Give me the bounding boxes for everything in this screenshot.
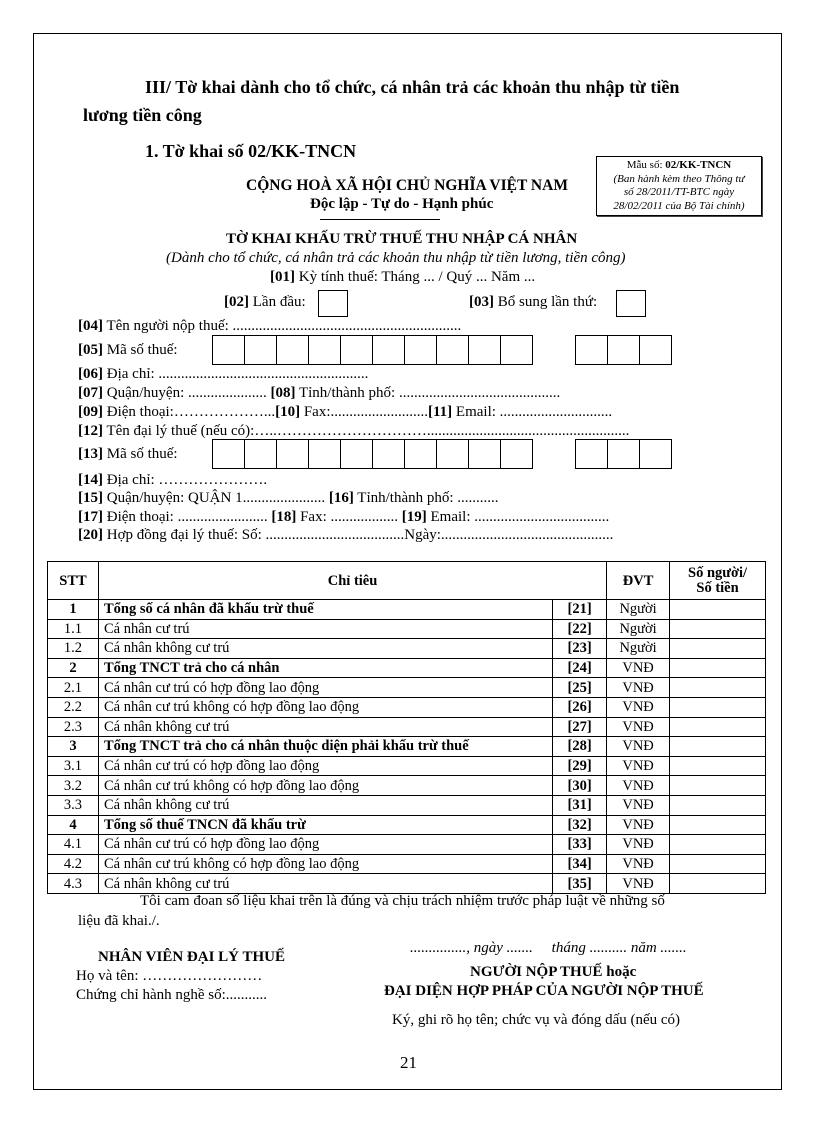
row-label: Cá nhân cư trú không có hợp đồng lao động <box>98 854 552 874</box>
agent-title: NHÂN VIÊN ĐẠI LÝ THUẾ <box>98 949 285 965</box>
row-label: Cá nhân cư trú có hợp đồng lao động <box>98 678 552 698</box>
tax-code-input[interactable] <box>213 335 533 365</box>
form-note: (Ban hành kèm theo Thông tư <box>613 172 745 185</box>
row-code: [29] <box>553 756 607 776</box>
row-unit: Người <box>607 639 670 659</box>
row-value[interactable] <box>670 697 766 717</box>
row-code: [34] <box>553 854 607 874</box>
row-code: [35] <box>553 874 607 894</box>
subsection-title: 1. Tờ khai số 02/KK-TNCN <box>145 141 357 161</box>
table-row <box>48 737 766 757</box>
row-stt: 1 <box>48 600 99 620</box>
first-time-checkbox[interactable] <box>318 290 348 317</box>
row-value[interactable] <box>670 639 766 659</box>
row-unit: VNĐ <box>607 776 670 796</box>
row-code: [24] <box>553 658 607 678</box>
table-row <box>48 835 766 855</box>
row-unit: VNĐ <box>607 678 670 698</box>
row-stt: 3 <box>48 737 99 757</box>
row-value[interactable] <box>670 717 766 737</box>
field-02: [02] Lần đầu: <box>224 294 306 310</box>
republic-name: CỘNG HOÀ XÃ HỘI CHỦ NGHĨA VIỆT NAM <box>246 177 568 194</box>
signer-title: NGƯỜI NỘP THUẾ hoặc <box>470 964 637 980</box>
row-stt: 2.2 <box>48 697 99 717</box>
row-code: [32] <box>553 815 607 835</box>
row-label: Cá nhân cư trú có hợp đồng lao động <box>98 756 552 776</box>
row-stt: 2.1 <box>48 678 99 698</box>
row-label: Tổng TNCT trả cho cá nhân thuộc diện phải khấu trừ thuế <box>98 737 552 757</box>
row-code: [22] <box>553 619 607 639</box>
table-row <box>48 776 766 796</box>
form-subtitle: (Dành cho tổ chức, cá nhân trả các khoản thu nhập từ tiền lương, tiền công) <box>166 250 626 266</box>
table-row <box>48 795 766 815</box>
row-stt: 2 <box>48 658 99 678</box>
row-value[interactable] <box>670 776 766 796</box>
field-04: [04] Tên người nộp thuế: ............................................................. <box>78 318 462 334</box>
row-unit: VNĐ <box>607 658 670 678</box>
row-value[interactable] <box>670 756 766 776</box>
row-value[interactable] <box>670 854 766 874</box>
row-stt: 3.1 <box>48 756 99 776</box>
supplement-number-box[interactable] <box>616 290 646 317</box>
row-stt: 1.2 <box>48 639 99 659</box>
row-label: Cá nhân cư trú không có hợp đồng lao động <box>98 697 552 717</box>
table-row <box>48 678 766 698</box>
row-unit: Người <box>607 619 670 639</box>
table-row <box>48 639 766 659</box>
table-row <box>48 854 766 874</box>
field-12: [12] Tên đại lý thuế (nếu có):…..…………………………...................................................... <box>78 423 630 439</box>
row-stt: 4.2 <box>48 854 99 874</box>
row-stt: 3.2 <box>48 776 99 796</box>
row-unit: VNĐ <box>607 756 670 776</box>
section-title: III/ Tờ khai dành cho tổ chức, cá nhân trả các khoản thu nhập từ tiền <box>145 77 680 97</box>
row-stt: 4 <box>48 815 99 835</box>
row-unit: VNĐ <box>607 854 670 874</box>
divider <box>320 219 440 220</box>
row-unit: Người <box>607 600 670 620</box>
row-value[interactable] <box>670 619 766 639</box>
header-stt: STT <box>48 562 99 600</box>
section-title-cont: lương tiền công <box>83 105 202 125</box>
tax-table <box>47 561 766 894</box>
table-header <box>48 562 766 600</box>
row-value[interactable] <box>670 835 766 855</box>
table-row <box>48 874 766 894</box>
field-09-11: [09] Điện thoại:………………...[10] Fax:..........................[11] Email: .............................. <box>78 404 613 420</box>
row-stt: 2.3 <box>48 717 99 737</box>
agent-tax-code-input[interactable] <box>213 439 533 469</box>
row-code: [30] <box>553 776 607 796</box>
row-value[interactable] <box>670 678 766 698</box>
table-row <box>48 619 766 639</box>
agent-cert: Chứng chỉ hành nghề số:........... <box>76 987 268 1003</box>
table-row <box>48 756 766 776</box>
field-17-19: [17] Điện thoại: ........................ [18] Fax: .................. [19] Email: .................................... <box>78 509 610 525</box>
row-label: Cá nhân không cư trú <box>98 717 552 737</box>
row-code: [26] <box>553 697 607 717</box>
row-code: [21] <box>553 600 607 620</box>
sign-date: ..............., ngày ....... tháng .......... năm ....... <box>410 940 687 956</box>
form-note: 28/02/2011 của Bộ Tài chính) <box>613 199 745 212</box>
tax-code-suffix-input[interactable] <box>576 335 672 365</box>
row-code: [28] <box>553 737 607 757</box>
row-stt: 4.3 <box>48 874 99 894</box>
row-value[interactable] <box>670 600 766 620</box>
table-row <box>48 717 766 737</box>
row-label: Cá nhân không cư trú <box>98 874 552 894</box>
row-value[interactable] <box>670 658 766 678</box>
form-number-box <box>596 156 762 216</box>
field-07-08: [07] Quận/huyện: ..................... [08] Tỉnh/thành phố: ........................................... <box>78 385 561 401</box>
table-row <box>48 600 766 620</box>
row-code: [31] <box>553 795 607 815</box>
form-label: Mẫu số: <box>626 159 666 171</box>
row-code: [27] <box>553 717 607 737</box>
row-value[interactable] <box>670 874 766 894</box>
row-code: [33] <box>553 835 607 855</box>
field-15-16: [15] Quận/huyện: QUẬN 1...................... [16] Tỉnh/thành phố: ........... <box>78 490 499 506</box>
row-value[interactable] <box>670 795 766 815</box>
agent-tax-code-suffix-input[interactable] <box>576 439 672 469</box>
form-note: số 28/2011/TT-BTC ngày <box>623 186 735 198</box>
row-label: Tổng số thuế TNCN đã khấu trừ <box>98 815 552 835</box>
table-row <box>48 815 766 835</box>
motto: Độc lập - Tự do - Hạnh phúc <box>310 196 494 212</box>
row-unit: VNĐ <box>607 737 670 757</box>
row-stt: 3.3 <box>48 795 99 815</box>
row-label: Cá nhân không cư trú <box>98 639 552 659</box>
form-code: 02/KK-TNCN <box>665 159 732 171</box>
agent-name: Họ và tên: …………………… <box>76 968 263 984</box>
row-unit: VNĐ <box>607 874 670 894</box>
row-value[interactable] <box>670 815 766 835</box>
table-row <box>48 658 766 678</box>
row-label: Cá nhân cư trú không có hợp đồng lao động <box>98 776 552 796</box>
row-stt: 1.1 <box>48 619 99 639</box>
field-06: [06] Địa chỉ: ........................................................ <box>78 366 369 382</box>
signer-note: Ký, ghi rõ họ tên; chức vụ và đóng dấu (nếu có) <box>392 1012 681 1028</box>
header-value: Số người/ Số tiền <box>670 562 766 600</box>
row-code: [25] <box>553 678 607 698</box>
row-label: Tổng số cá nhân đã khấu trừ thuế <box>98 600 552 620</box>
field-01: [01] Kỳ tính thuế: Tháng ... / Quý ... Năm ... <box>270 269 536 285</box>
page-number: 21 <box>400 1053 417 1072</box>
row-unit: VNĐ <box>607 717 670 737</box>
table-row <box>48 697 766 717</box>
row-unit: VNĐ <box>607 697 670 717</box>
field-20: [20] Hợp đồng đại lý thuế: Số: .....................................Ngày:.............................................. <box>78 527 614 543</box>
row-label: Cá nhân cư trú <box>98 619 552 639</box>
row-unit: VNĐ <box>607 815 670 835</box>
row-unit: VNĐ <box>607 795 670 815</box>
row-stt: 4.1 <box>48 835 99 855</box>
header-chi-tieu: Chỉ tiêu <box>98 562 606 600</box>
row-code: [23] <box>553 639 607 659</box>
row-label: Cá nhân cư trú có hợp đồng lao động <box>98 835 552 855</box>
form-title: TỜ KHAI KHẤU TRỪ THUẾ THU NHẬP CÁ NHÂN <box>226 231 578 247</box>
row-unit: VNĐ <box>607 835 670 855</box>
signer-title-2: ĐẠI DIỆN HỢP PHÁP CỦA NGƯỜI NỘP THUẾ <box>384 983 704 999</box>
declaration: Tôi cam đoan số liệu khai trên là đúng và chịu trách nhiệm trước pháp luật về những số <box>140 893 665 909</box>
field-05: [05] Mã số thuế: <box>78 342 178 358</box>
field-14: [14] Địa chỉ: …………………. <box>78 472 268 488</box>
field-03: [03] Bổ sung lần thứ: <box>469 294 598 310</box>
field-13: [13] Mã số thuế: <box>78 446 178 462</box>
row-label: Tổng TNCT trả cho cá nhân <box>98 658 552 678</box>
row-value[interactable] <box>670 737 766 757</box>
header-dvt: ĐVT <box>607 562 670 600</box>
row-label: Cá nhân không cư trú <box>98 795 552 815</box>
declaration-cont: liệu đã khai./. <box>78 913 160 929</box>
